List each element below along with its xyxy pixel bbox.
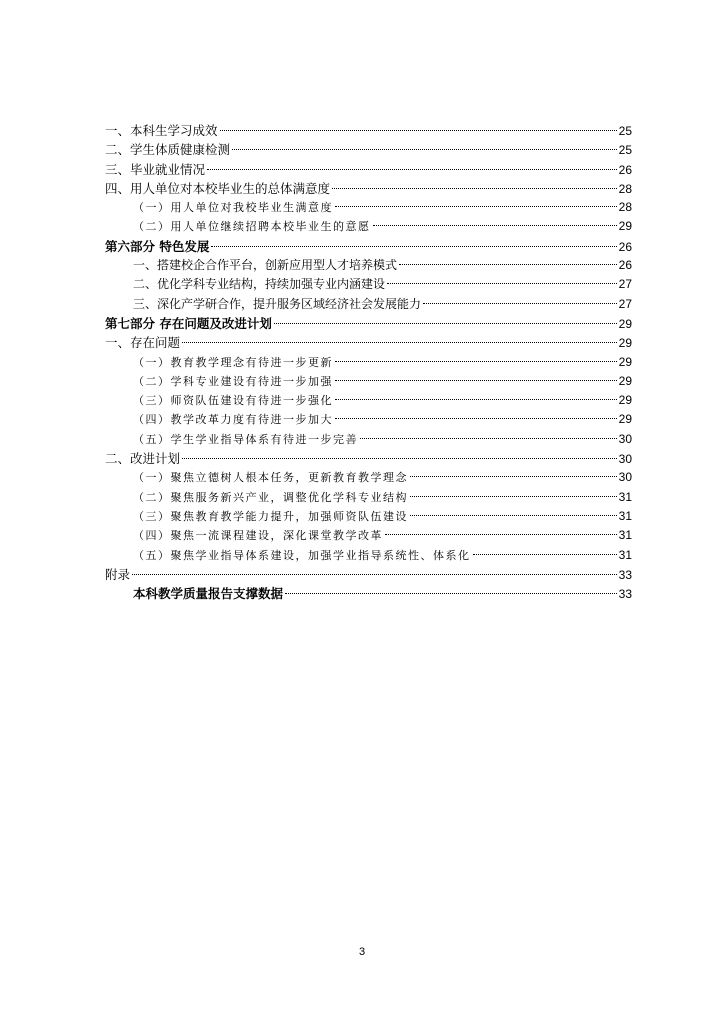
toc-entry-page: 31 bbox=[618, 508, 632, 523]
toc-entry-page: 30 bbox=[618, 452, 632, 467]
toc-entry[interactable] bbox=[105, 179, 632, 198]
toc-dot-leader bbox=[335, 399, 617, 400]
toc-dot-leader bbox=[220, 130, 617, 131]
toc-entry-page: 33 bbox=[618, 587, 632, 602]
toc-entry[interactable] bbox=[105, 584, 632, 603]
toc-dot-leader bbox=[410, 476, 617, 477]
toc-entry[interactable] bbox=[105, 140, 632, 159]
toc-entry-page: 25 bbox=[618, 143, 632, 158]
toc-entry-page: 30 bbox=[618, 431, 632, 446]
toc-entry[interactable] bbox=[105, 430, 632, 449]
toc-entry[interactable] bbox=[105, 468, 632, 487]
toc-entry-title: （一）用人单位对我校毕业生满意度 bbox=[133, 201, 333, 215]
toc-dot-leader bbox=[399, 264, 617, 265]
toc-entry-page: 28 bbox=[618, 200, 632, 215]
table-of-contents bbox=[105, 121, 632, 603]
toc-entry-page: 29 bbox=[618, 316, 632, 331]
toc-entry[interactable] bbox=[105, 275, 632, 294]
toc-entry-page: 29 bbox=[618, 393, 632, 408]
toc-entry-title: （二）用人单位继续招聘本校毕业生的意愿 bbox=[133, 220, 371, 234]
toc-entry-title: 二、改进计划 bbox=[105, 451, 181, 467]
toc-entry-page: 29 bbox=[618, 219, 632, 234]
toc-entry[interactable] bbox=[105, 526, 632, 545]
toc-dot-leader bbox=[211, 246, 616, 247]
toc-entry[interactable] bbox=[105, 198, 632, 217]
toc-entry-page: 25 bbox=[618, 124, 632, 138]
toc-dot-leader bbox=[332, 188, 617, 189]
toc-entry-title: （四）教学改革力度有待进一步加大 bbox=[133, 413, 333, 427]
toc-dot-leader bbox=[385, 534, 617, 535]
toc-entry[interactable] bbox=[105, 507, 632, 526]
toc-entry-page: 26 bbox=[618, 162, 632, 177]
toc-entry-title: 一、存在问题 bbox=[105, 335, 181, 351]
toc-dot-leader bbox=[373, 225, 617, 226]
toc-entry-page: 26 bbox=[618, 239, 632, 254]
toc-entry-page: 31 bbox=[618, 489, 632, 504]
toc-entry[interactable] bbox=[105, 546, 632, 565]
toc-entry-title: （五）学生学业指导体系有待进一步完善 bbox=[133, 432, 358, 446]
toc-part-heading[interactable] bbox=[105, 237, 632, 256]
toc-entry-title: 四、用人单位对本校毕业生的总体满意度 bbox=[105, 180, 331, 196]
toc-dot-leader bbox=[335, 361, 617, 362]
toc-entry-title: （三）聚焦教育教学能力提升，加强师资队伍建设 bbox=[133, 509, 408, 523]
toc-entry-page: 30 bbox=[618, 470, 632, 485]
toc-entry-title: 三、毕业就业情况 bbox=[105, 161, 206, 177]
toc-entry-page: 27 bbox=[618, 277, 632, 292]
toc-dot-leader bbox=[232, 149, 617, 150]
toc-dot-leader bbox=[335, 380, 617, 381]
toc-dot-leader bbox=[207, 169, 617, 170]
toc-entry[interactable] bbox=[105, 160, 632, 179]
toc-entry[interactable] bbox=[105, 217, 632, 236]
toc-entry-page: 29 bbox=[618, 412, 632, 427]
toc-entry-title: 二、优化学科专业结构，持续加强专业内涵建设 bbox=[133, 277, 386, 292]
toc-part-heading[interactable] bbox=[105, 314, 632, 333]
toc-entry-page: 27 bbox=[618, 296, 632, 311]
toc-entry[interactable] bbox=[105, 333, 632, 352]
toc-dot-leader bbox=[410, 515, 617, 516]
toc-entry[interactable] bbox=[105, 565, 632, 584]
toc-dot-leader bbox=[182, 458, 617, 459]
toc-entry-page: 29 bbox=[618, 354, 632, 369]
toc-entry-page: 26 bbox=[618, 258, 632, 273]
toc-dot-leader bbox=[335, 418, 617, 419]
toc-entry-page: 29 bbox=[618, 373, 632, 388]
toc-entry-page: 31 bbox=[618, 547, 632, 562]
toc-entry-page: 31 bbox=[618, 528, 632, 543]
toc-entry[interactable] bbox=[105, 121, 632, 140]
toc-entry[interactable] bbox=[105, 488, 632, 507]
toc-dot-leader bbox=[360, 438, 617, 439]
toc-entry-title: （四）聚焦一流课程建设，深化课堂教学改革 bbox=[133, 529, 383, 543]
toc-entry[interactable] bbox=[105, 449, 632, 468]
toc-entry[interactable] bbox=[105, 295, 632, 314]
toc-entry-title: 一、本科生学习成效 bbox=[105, 123, 218, 138]
toc-dot-leader bbox=[132, 574, 617, 575]
toc-entry[interactable] bbox=[105, 391, 632, 410]
toc-entry-title: 第七部分 存在问题及改进计划 bbox=[105, 315, 272, 331]
toc-dot-leader bbox=[387, 283, 617, 284]
toc-entry-page: 33 bbox=[618, 567, 632, 582]
toc-entry-title: 二、学生体质健康检测 bbox=[105, 142, 231, 158]
toc-entry[interactable] bbox=[105, 256, 632, 275]
toc-entry-title: （二）学科专业建设有待进一步加强 bbox=[133, 374, 333, 388]
page-number: 3 bbox=[358, 946, 366, 958]
toc-entry-title: 三、深化产学研合作，提升服务区域经济社会发展能力 bbox=[133, 296, 422, 311]
toc-entry-page: 28 bbox=[618, 181, 632, 196]
toc-dot-leader bbox=[473, 554, 617, 555]
toc-dot-leader bbox=[182, 342, 617, 343]
toc-entry-title: 附录 bbox=[105, 566, 131, 582]
toc-entry-title: （一）聚焦立德树人根本任务，更新教育教学理念 bbox=[133, 471, 408, 485]
toc-dot-leader bbox=[423, 303, 617, 304]
toc-entry[interactable] bbox=[105, 372, 632, 391]
toc-dot-leader bbox=[410, 496, 617, 497]
toc-entry-title: （三）师资队伍建设有待进一步强化 bbox=[133, 394, 333, 408]
toc-entry[interactable] bbox=[105, 353, 632, 372]
toc-dot-leader bbox=[285, 593, 617, 594]
toc-entry-title: （五）聚焦学业指导体系建设，加强学业指导系统性、体系化 bbox=[133, 548, 471, 562]
toc-entry-title: （一）教育教学理念有待进一步更新 bbox=[133, 355, 333, 369]
toc-entry[interactable] bbox=[105, 410, 632, 429]
toc-dot-leader bbox=[335, 206, 617, 207]
toc-dot-leader bbox=[274, 323, 617, 324]
toc-entry-title: （二）聚焦服务新兴产业，调整优化学科专业结构 bbox=[133, 490, 408, 504]
toc-entry-title: 本科教学质量报告支撑数据 bbox=[133, 586, 284, 602]
toc-entry-title: 一、搭建校企合作平台，创新应用型人才培养模式 bbox=[133, 258, 398, 273]
toc-entry-page: 29 bbox=[618, 336, 632, 351]
toc-entry-title: 第六部分 特色发展 bbox=[105, 238, 210, 254]
